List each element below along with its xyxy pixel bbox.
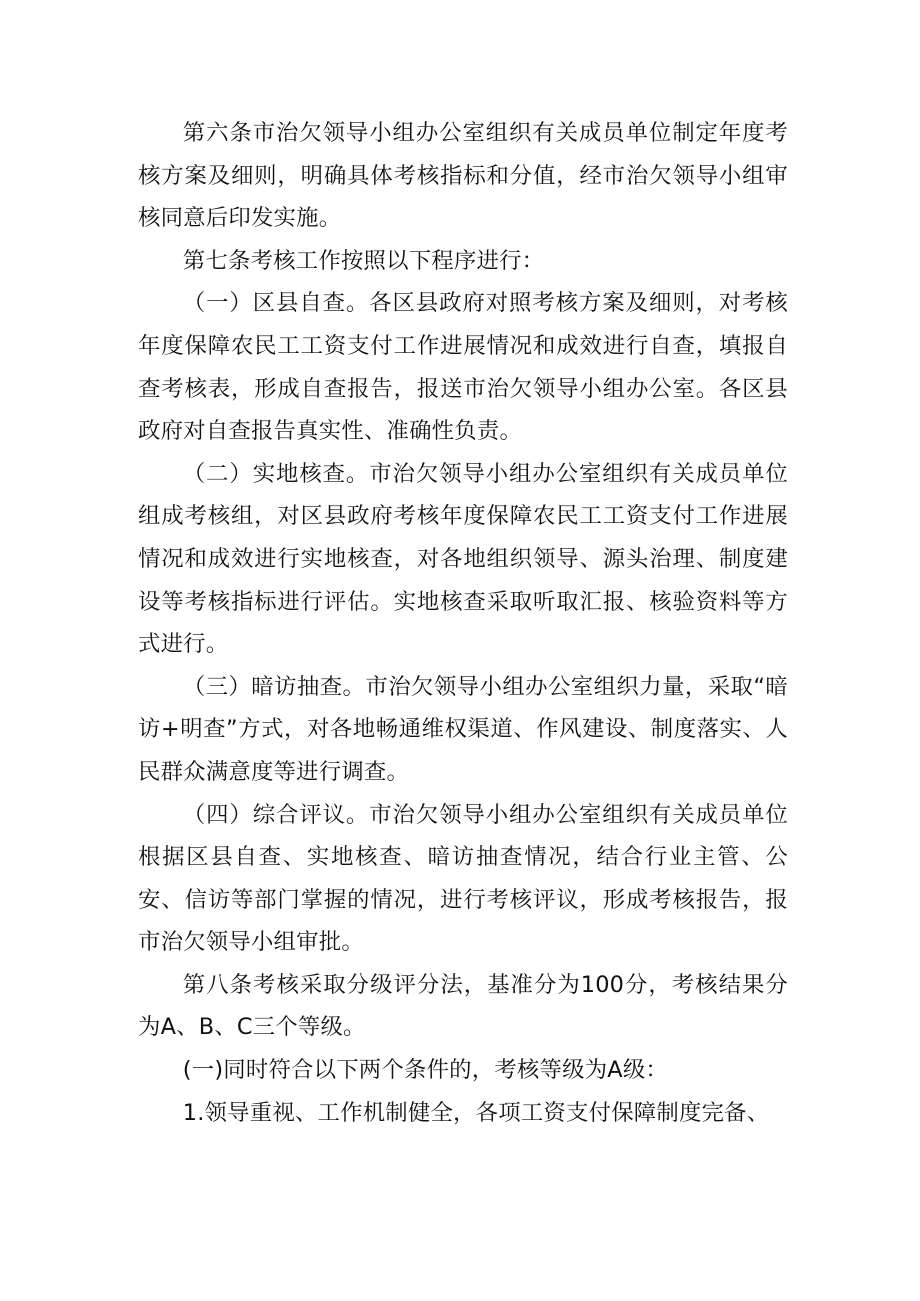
document-body bbox=[138, 112, 788, 1134]
article-8-item-1: (一)同时符合以下两个条件的，考核等级为A级： bbox=[182, 1057, 668, 1084]
article-7-item-1: （一）区县自查。各区县政府对照考核方案及细则，对考核年度保障农民工工资支付工作进展情况和成效进行自查，填报自查考核表，形成自查报告，报送市治欠领导小组办公室。各区县政府对自查报告真实性、准确性负责。 bbox=[138, 290, 788, 445]
article-8-subitem-1: 1.领导重视、工作机制健全，各项工资支付保障制度完备、 bbox=[182, 1099, 770, 1126]
article-7-paragraph: 第七条考核工作按照以下程序进行： bbox=[182, 247, 545, 274]
article-7-item-4: （四）综合评议。市治欠领导小组办公室组织有关成员单位根据区县自查、实地核查、暗访抽查情况，结合行业主管、公安、信访等部门掌握的情况，进行考核评议，形成考核报告，报市治欠领导小组审批。 bbox=[138, 801, 788, 956]
article-6-paragraph: 第六条市治欠领导小组办公室组织有关成员单位制定年度考核方案及细则，明确具体考核指标和分值，经市治欠领导小组审核同意后印发实施。 bbox=[138, 120, 788, 232]
article-7-item-2: （二）实地核查。市治欠领导小组办公室组织有关成员单位组成考核组，对区县政府考核年度保障农民工工资支付工作进展情况和成效进行实地核查，对各地组织领导、源头治理、制度建设等考核指标进行评估。实地核查采取听取汇报、核验资料等方式进行。 bbox=[138, 460, 788, 658]
article-7-item-3: （三）暗访抽查。市治欠领导小组办公室组织力量，采取“暗访+明查”方式，对各地畅通维权渠道、作风建设、制度落实、人民群众满意度等进行调查。 bbox=[138, 673, 788, 785]
article-8-paragraph: 第八条考核采取分级评分法，基准分为100分，考核结果分为A、B、C三个等级。 bbox=[138, 971, 788, 1041]
